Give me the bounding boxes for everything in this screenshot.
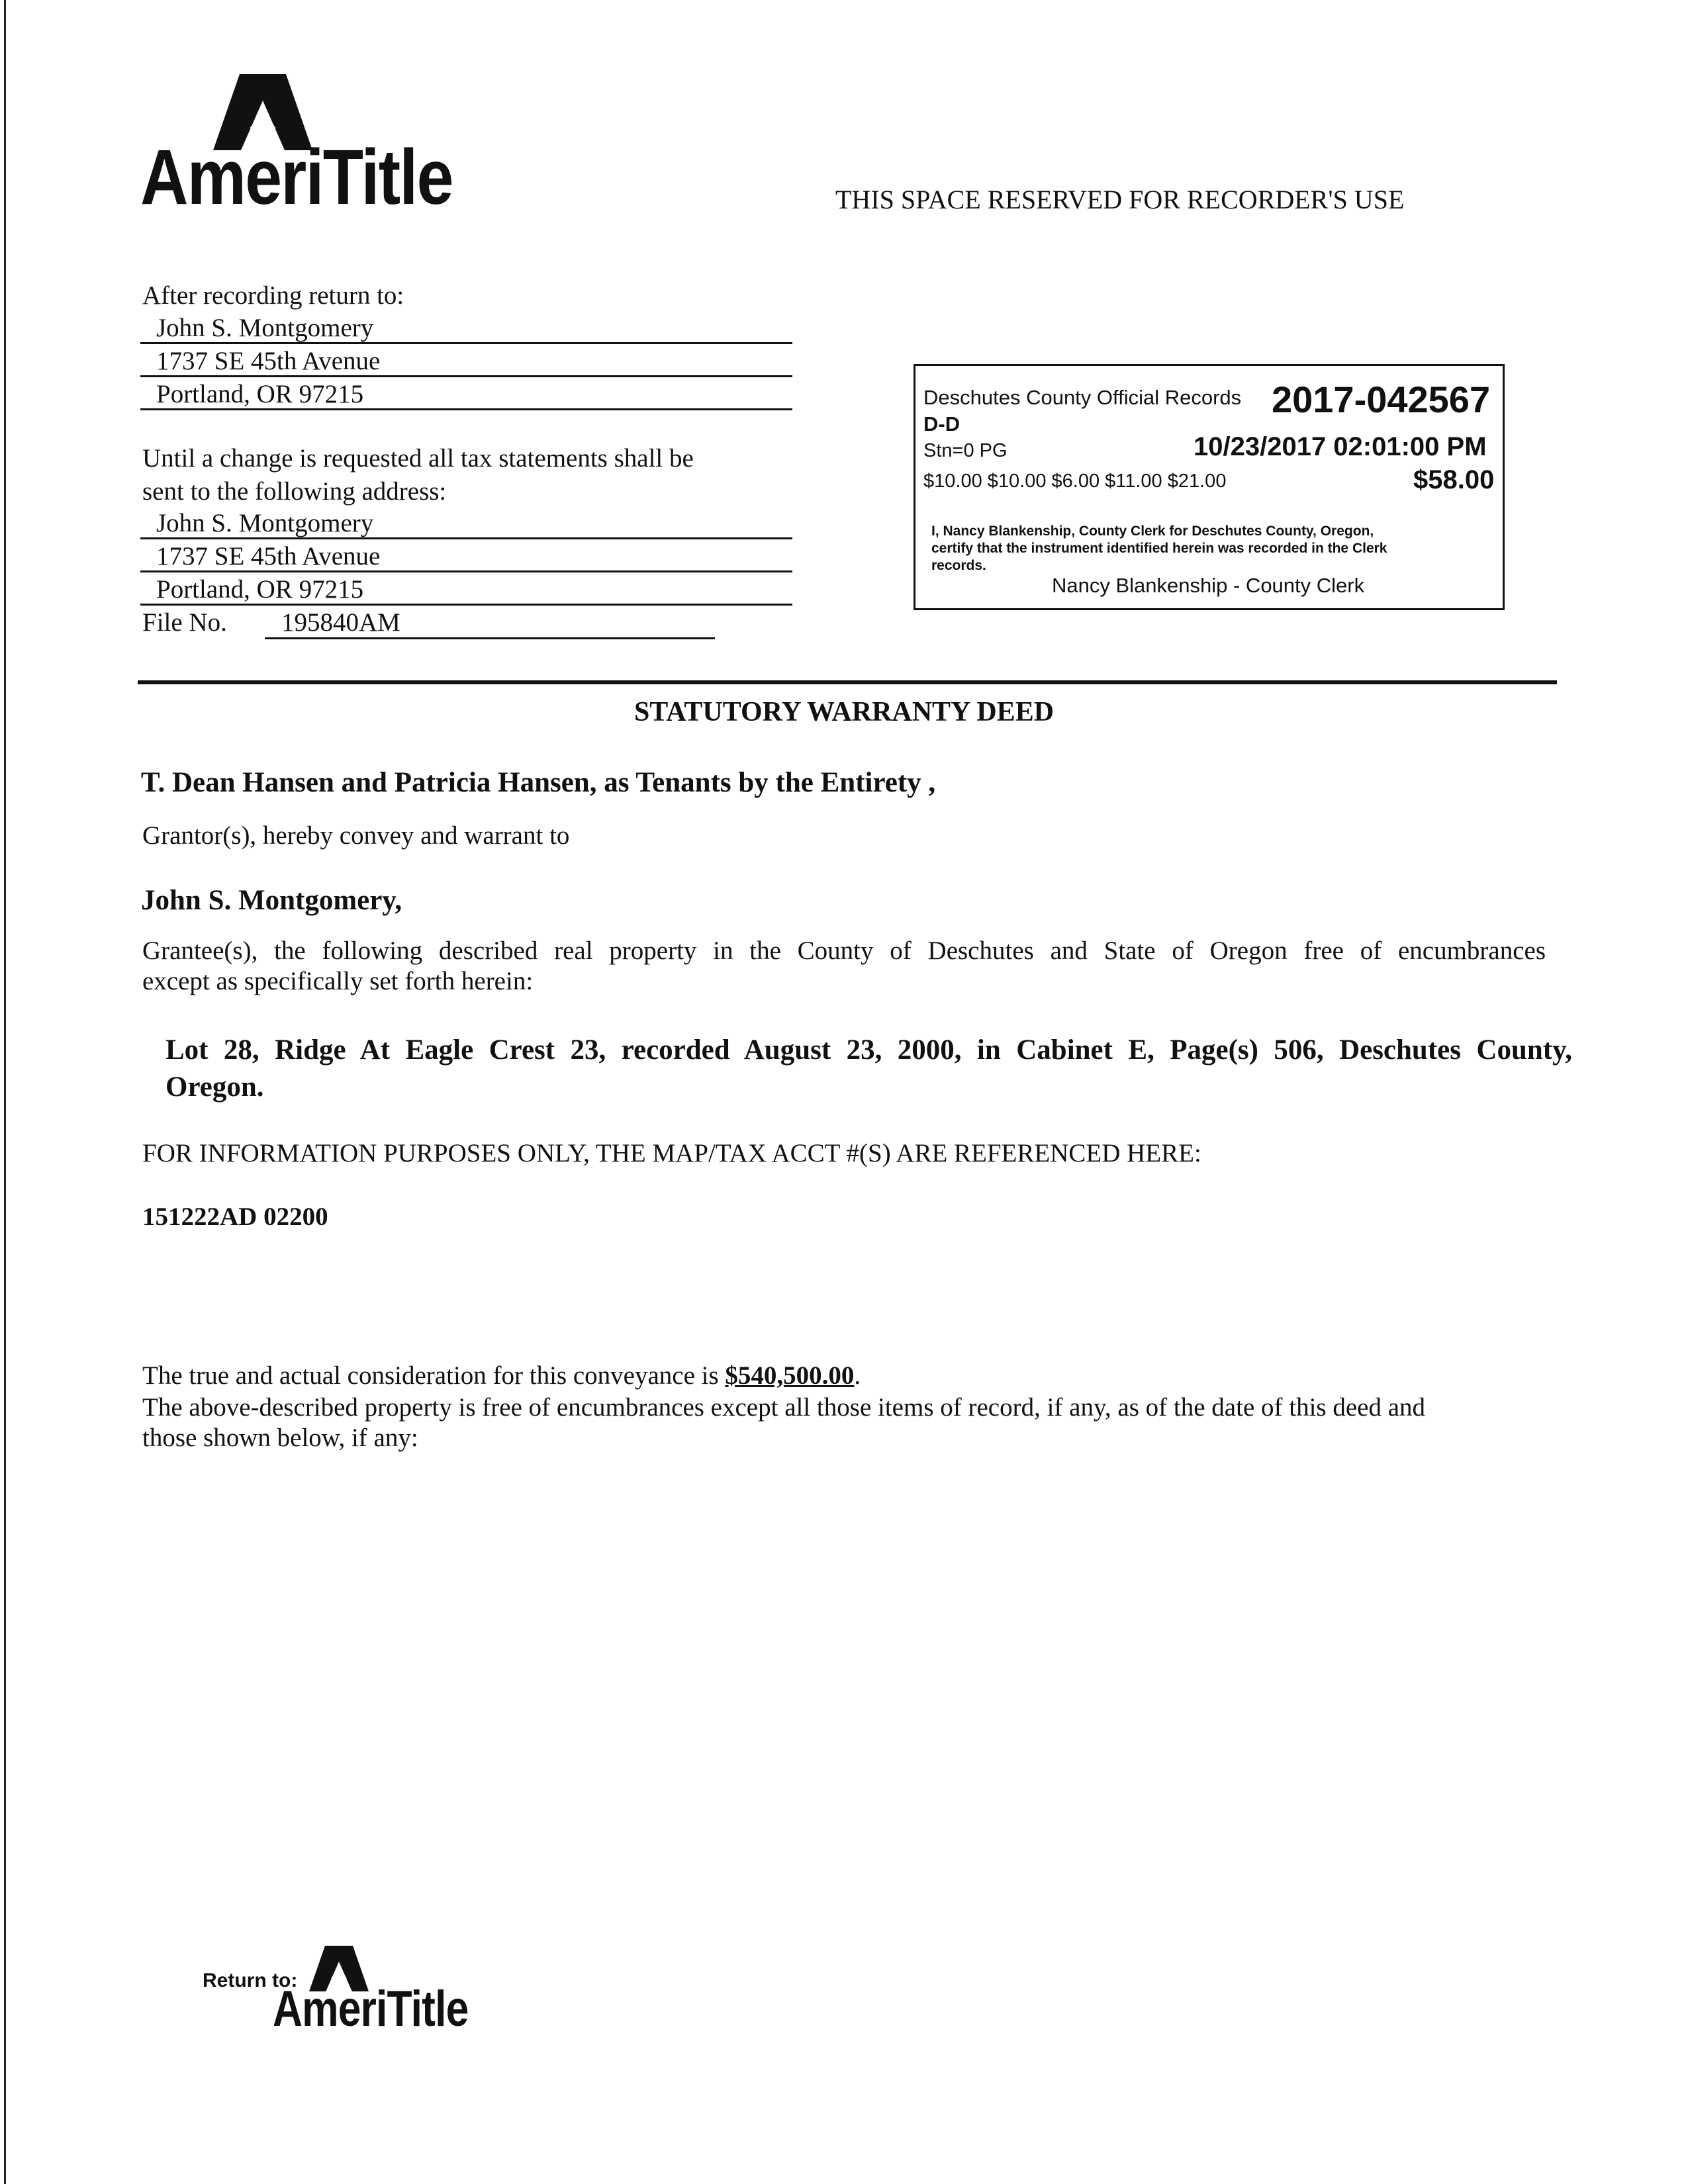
file-no-label: File No. (142, 608, 227, 637)
underline (140, 408, 792, 410)
consideration-amount: $540,500.00 (725, 1361, 855, 1390)
stamp-datetime: 10/23/2017 02:01:00 PM (1194, 432, 1487, 461)
stamp-certify-2: certify that the instrument identified herein was recorded in the Clerk (931, 541, 1387, 556)
file-no-value: 195840AM (281, 608, 400, 637)
consideration-suffix: . (854, 1361, 861, 1390)
legal-description-1: Lot 28, Ridge At Eagle Crest 23, recorded August 23, 2000, in Cabinet E, Page(s) 506, Deschutes County, (165, 1034, 1572, 1066)
stamp-clerk: Nancy Blankenship - County Clerk (1052, 574, 1365, 597)
grantor-clause: Grantor(s), hereby convey and warrant to (142, 821, 570, 850)
legal-description-2: Oregon. (165, 1071, 264, 1103)
ameritle-logo (140, 74, 453, 221)
tax-account: 151222AD 02200 (142, 1203, 328, 1231)
consideration-line (142, 1361, 861, 1390)
info-note: FOR INFORMATION PURPOSES ONLY, THE MAP/TAX ACCT #(S) ARE REFERENCED HERE: (142, 1139, 1201, 1167)
return-line-street: 1737 SE 45th Avenue (156, 347, 381, 375)
tax-line-street: 1737 SE 45th Avenue (156, 542, 381, 570)
deed-title: STATUTORY WARRANTY DEED (633, 697, 1055, 727)
return-line-name: John S. Montgomery (156, 314, 374, 342)
stamp-doc-type: D-D (923, 412, 961, 435)
return-label: After recording return to: (142, 281, 404, 310)
stamp-certify-1: I, Nancy Blankenship, County Clerk for Deschutes County, Oregon, (931, 523, 1374, 539)
underline (265, 637, 715, 639)
tax-label-1: Until a change is requested all tax statements shall be (142, 444, 694, 473)
tax-line-name: John S. Montgomery (156, 509, 374, 537)
stamp-certify-3: records. (931, 558, 986, 573)
logo-wordmark: AmeriTitle (140, 134, 453, 221)
grantee-name: John S. Montgomery, (141, 885, 402, 916)
underline (140, 342, 792, 344)
consideration-prefix: The true and actual consideration for this conveyance is (142, 1361, 726, 1390)
encumbrance-line-2: those shown below, if any: (142, 1424, 418, 1452)
underline (140, 570, 792, 572)
stamp-stn: Stn=0 PG (923, 440, 1008, 461)
return-line-city: Portland, OR 97215 (156, 380, 364, 408)
stamp-fees: $10.00 $10.00 $6.00 $11.00 $21.00 (923, 471, 1227, 492)
tax-line-city: Portland, OR 97215 (156, 575, 364, 604)
grantee-clause-1: Grantee(s), the following described real property in the County of Deschutes and State of Oregon free of encumbrances (142, 936, 1546, 965)
underline (140, 604, 792, 606)
underline (140, 375, 792, 377)
return-to-stamp (203, 1946, 507, 2052)
return-to-label: Return to: (203, 1970, 298, 1991)
tax-label-2: sent to the following address: (142, 477, 447, 506)
header-divider (138, 680, 1557, 684)
recording-stamp (914, 364, 1505, 610)
grantee-clause-2: except as specifically set forth herein: (142, 967, 534, 995)
underline (140, 537, 792, 539)
stamp-county-records: Deschutes County Official Records (923, 386, 1242, 409)
stamp-record-number: 2017-042567 (1272, 379, 1491, 420)
encumbrance-line-1: The above-described property is free of encumbrances except all those items of record, if any, as of the date of this deed and (142, 1393, 1426, 1422)
grantor-names: T. Dean Hansen and Patricia Hansen, as Tenants by the Entirety , (141, 767, 936, 798)
stamp-total: $58.00 (1413, 465, 1495, 494)
recorder-reserved-note: THIS SPACE RESERVED FOR RECORDER'S USE (835, 185, 1405, 214)
return-stamp-wordmark: AmeriTitle (273, 1981, 469, 2037)
scan-left-border (4, 0, 6, 2184)
